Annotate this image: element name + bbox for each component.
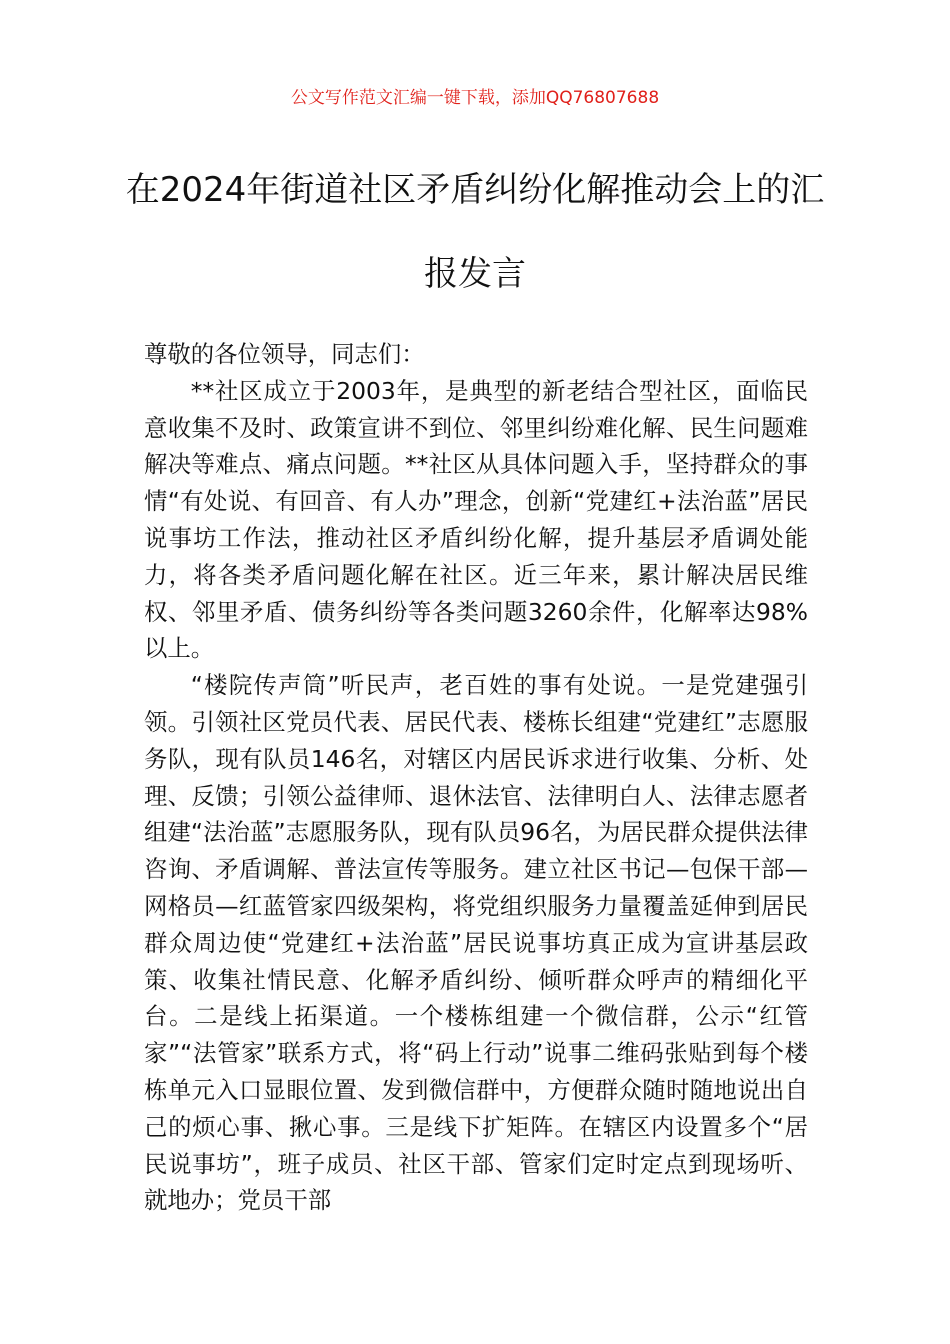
header-promo-note: 公文写作范文汇编一键下载，添加QQ76807688 [290, 88, 660, 108]
salutation: 尊敬的各位领导，同志们： [144, 340, 425, 368]
body-paragraph: **社区成立于2003年，是典型的新老结合型社区，面临民意收集不及时、政策宣讲不到位、邻里纠纷难化解、民生问题难解决等难点、痛点问题。**社区从具体问题入手，坚持群众的事情“有处说、有回音、有人办”理念，创新“党建红+法治蓝”居民说事坊工作法，推动社区矛盾纠纷化解，提升基层矛盾调处能力，将各类矛盾问题化解在社区。近三年来，累计解决居民维权、邻里矛盾、债务纠纷等各类问题3260余件，化解率达98%以上。 [144, 376, 808, 663]
document-body [144, 336, 808, 1219]
document-title: 在2024年街道社区矛盾纠纷化解推动会上的汇报发言 [125, 170, 825, 294]
body-paragraph: “楼院传声筒”听民声，老百姓的事有处说。一是党建强引领。引领社区党员代表、居民代表、楼栋长组建“党建红”志愿服务队，现有队员146名，对辖区内居民诉求进行收集、分析、处理、反馈；引领公益律师、退休法官、法律明白人、法律志愿者组建“法治蓝”志愿服务队，现有队员96名，为居民群众提供法律咨询、矛盾调解、普法宣传等服务。建立社区书记—包保干部—网格员—红蓝管家四级架构，将党组织服务力量覆盖延伸到居民群众周边使“党建红+法治蓝”居民说事坊真正成为宣讲基层政策、收集社情民意、化解矛盾纠纷、倾听群众呼声的精细化平台。二是线上拓渠道。一个楼栋组建一个微信群，公示“红管家”“法管家”联系方式，将“码上行动”说事二维码张贴到每个楼栋单元入口显眼位置、发到微信群中，方便群众随时随地说出自己的烦心事、揪心事。三是线下扩矩阵。在辖区内设置多个“居民说事坊”，班子成员、社区干部、管家们定时定点到现场听、就地办；党员干部 [144, 671, 808, 1215]
